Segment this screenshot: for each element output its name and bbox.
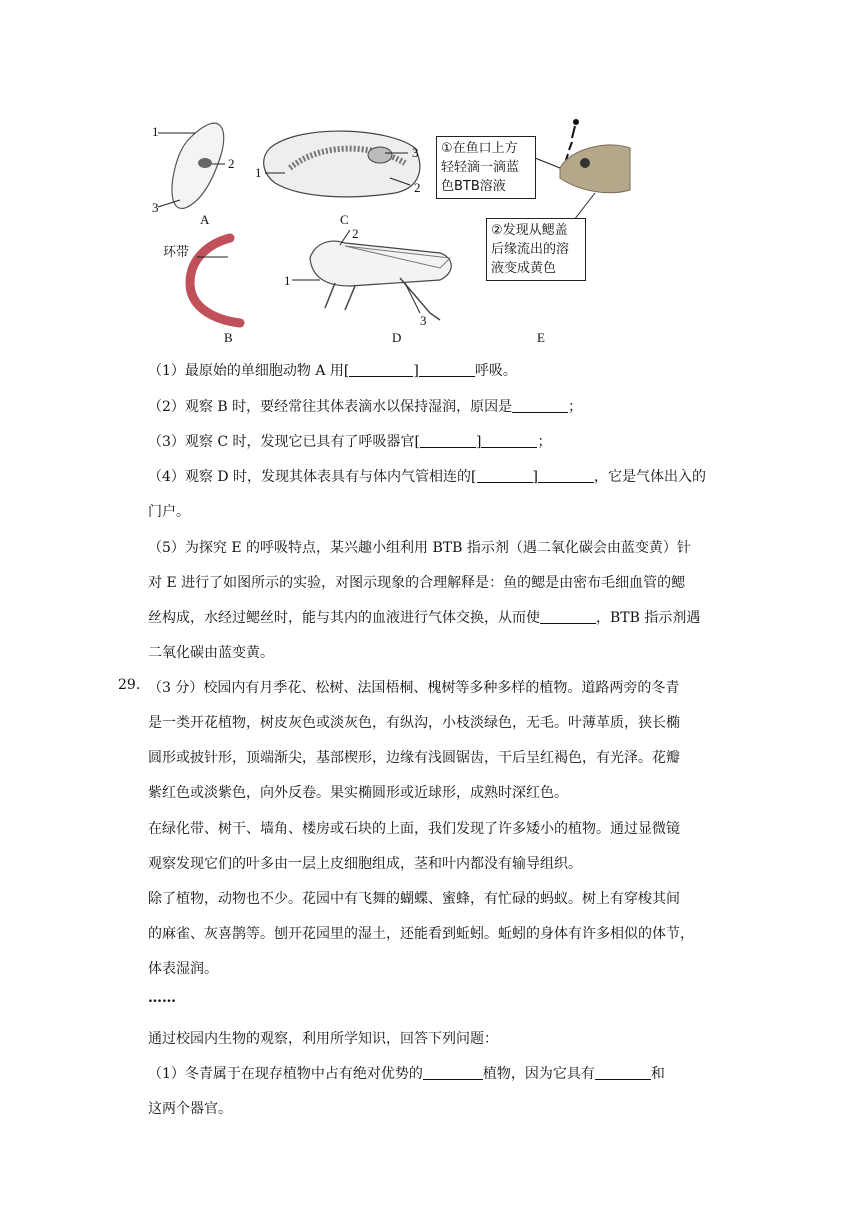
label-D: D [392, 330, 402, 345]
label-B: B [224, 330, 233, 345]
q28-item5-l4: 二氧化碳由蓝变黄。 [148, 645, 274, 661]
q29-l1: （3 分）校园内有月季花、松树、法国梧桐、槐树等多种多样的植物。道路两旁的冬青 [148, 680, 680, 696]
label-c2: 2 [414, 180, 421, 195]
label-a2: 2 [228, 156, 235, 171]
q28-item5-l1: （5）为探究 E 的呼吸特点，某兴趣小组利用 BTB 指示剂（遇二氧化碳会由蓝变黄）针 [148, 540, 691, 556]
label-a3: 3 [152, 200, 159, 215]
q29-intro: 通过校园内生物的观察，利用所学知识，回答下列问题： [148, 1031, 498, 1047]
answer-blank [540, 609, 596, 624]
clam-drawing [264, 131, 420, 197]
label-c3: 3 [412, 145, 419, 160]
answer-blank [423, 1065, 483, 1080]
label-belt: 环带 [163, 244, 190, 259]
q29-l4: 紫红色或淡紫色，向外反卷。果实椭圆形或近球形，成熟时深红色。 [148, 785, 568, 801]
callout-drop-btb: ①在鱼口上方 轻轻滴一滴蓝 色BTB溶液 [436, 136, 536, 199]
q29-item1: （1）冬青属于在现存植物中占有绝对优势的 植物，因为它具有 和 [148, 1066, 665, 1082]
grasshopper-drawing [292, 230, 451, 320]
answer-blank [419, 362, 475, 377]
q28-item4: （4）观察 D 时，发现其体表具有与体内气管相连的[ ] ，它是气体出入的 [148, 469, 706, 485]
q29-item1-cont: 这两个器官。 [148, 1101, 232, 1117]
answer-blank [349, 362, 413, 377]
label-E: E [537, 330, 545, 345]
answer-blank [481, 433, 537, 448]
answer-blank [595, 1065, 651, 1080]
q29-p2-l1: 在绿化带、树干、墙角、楼房或石块的上面，我们发现了许多矮小的植物。通过显微镜 [148, 821, 680, 837]
q29-p3-l3: 体表湿润。 [148, 961, 218, 977]
q28-item3: （3）观察 C 时，发现它已具有了呼吸器官[ ] ； [148, 434, 552, 450]
answer-blank [477, 468, 533, 483]
callout-color-change: ②发现从鳃盖 后缘流出的溶 液变成黄色 [486, 218, 586, 281]
biology-figure [140, 108, 640, 348]
q29-p3-l2: 的麻雀、灰喜鹊等。刨开花园里的湿土，还能看到蚯蚓。蚯蚓的身体有许多相似的体节， [148, 926, 694, 942]
answer-blank [512, 398, 568, 413]
earthworm-drawing [190, 238, 240, 323]
paramecium-drawing [158, 123, 225, 208]
q29-p2-l2: 观察发现它们的叶多由一层上皮细胞组成，茎和叶内都没有输导组织。 [148, 856, 582, 872]
answer-blank [420, 433, 476, 448]
q29-number: 29. [118, 677, 141, 693]
q28-item1: （1）最原始的单细胞动物 A 用[ ] 呼吸。 [148, 363, 517, 379]
q29-l2: 是一类开花植物，树皮灰色或淡灰色，有纵沟，小枝淡绿色，无毛。叶薄革质，狭长椭 [148, 715, 680, 731]
label-C: C [340, 212, 349, 227]
q28-item5-l2: 对 E 进行了如图所示的实验，对图示现象的合理解释是：鱼的鳃是由密布毛细血管的鳃 [148, 575, 686, 591]
q29-p3-l1: 除了植物，动物也不少。花园中有飞舞的蝴蝶、蜜蜂，有忙碌的蚂蚁。树上有穿梭其间 [148, 891, 680, 907]
label-c1: 1 [255, 165, 262, 180]
label-a1: 1 [152, 124, 159, 139]
label-A: A [200, 212, 210, 227]
label-d3: 3 [420, 313, 427, 328]
label-d2: 2 [352, 226, 359, 241]
q29-l3: 圆形或披针形，顶端渐尖，基部楔形，边缘有浅圆锯齿，干后呈红褐色，有光泽。花瓣 [148, 750, 680, 766]
q28-item5-l3: 丝构成，水经过鳃丝时，能与其内的血液进行气体交换，从而使 ，BTB 指示剂遇 [148, 610, 701, 626]
q29-ellipsis: …… [148, 990, 176, 1006]
q28-item4-cont: 门户。 [148, 504, 190, 520]
answer-blank [538, 468, 594, 483]
label-d1: 1 [284, 273, 291, 288]
q28-item2: （2）观察 B 时，要经常往其体表滴水以保持湿润，原因是 ； [148, 399, 583, 415]
